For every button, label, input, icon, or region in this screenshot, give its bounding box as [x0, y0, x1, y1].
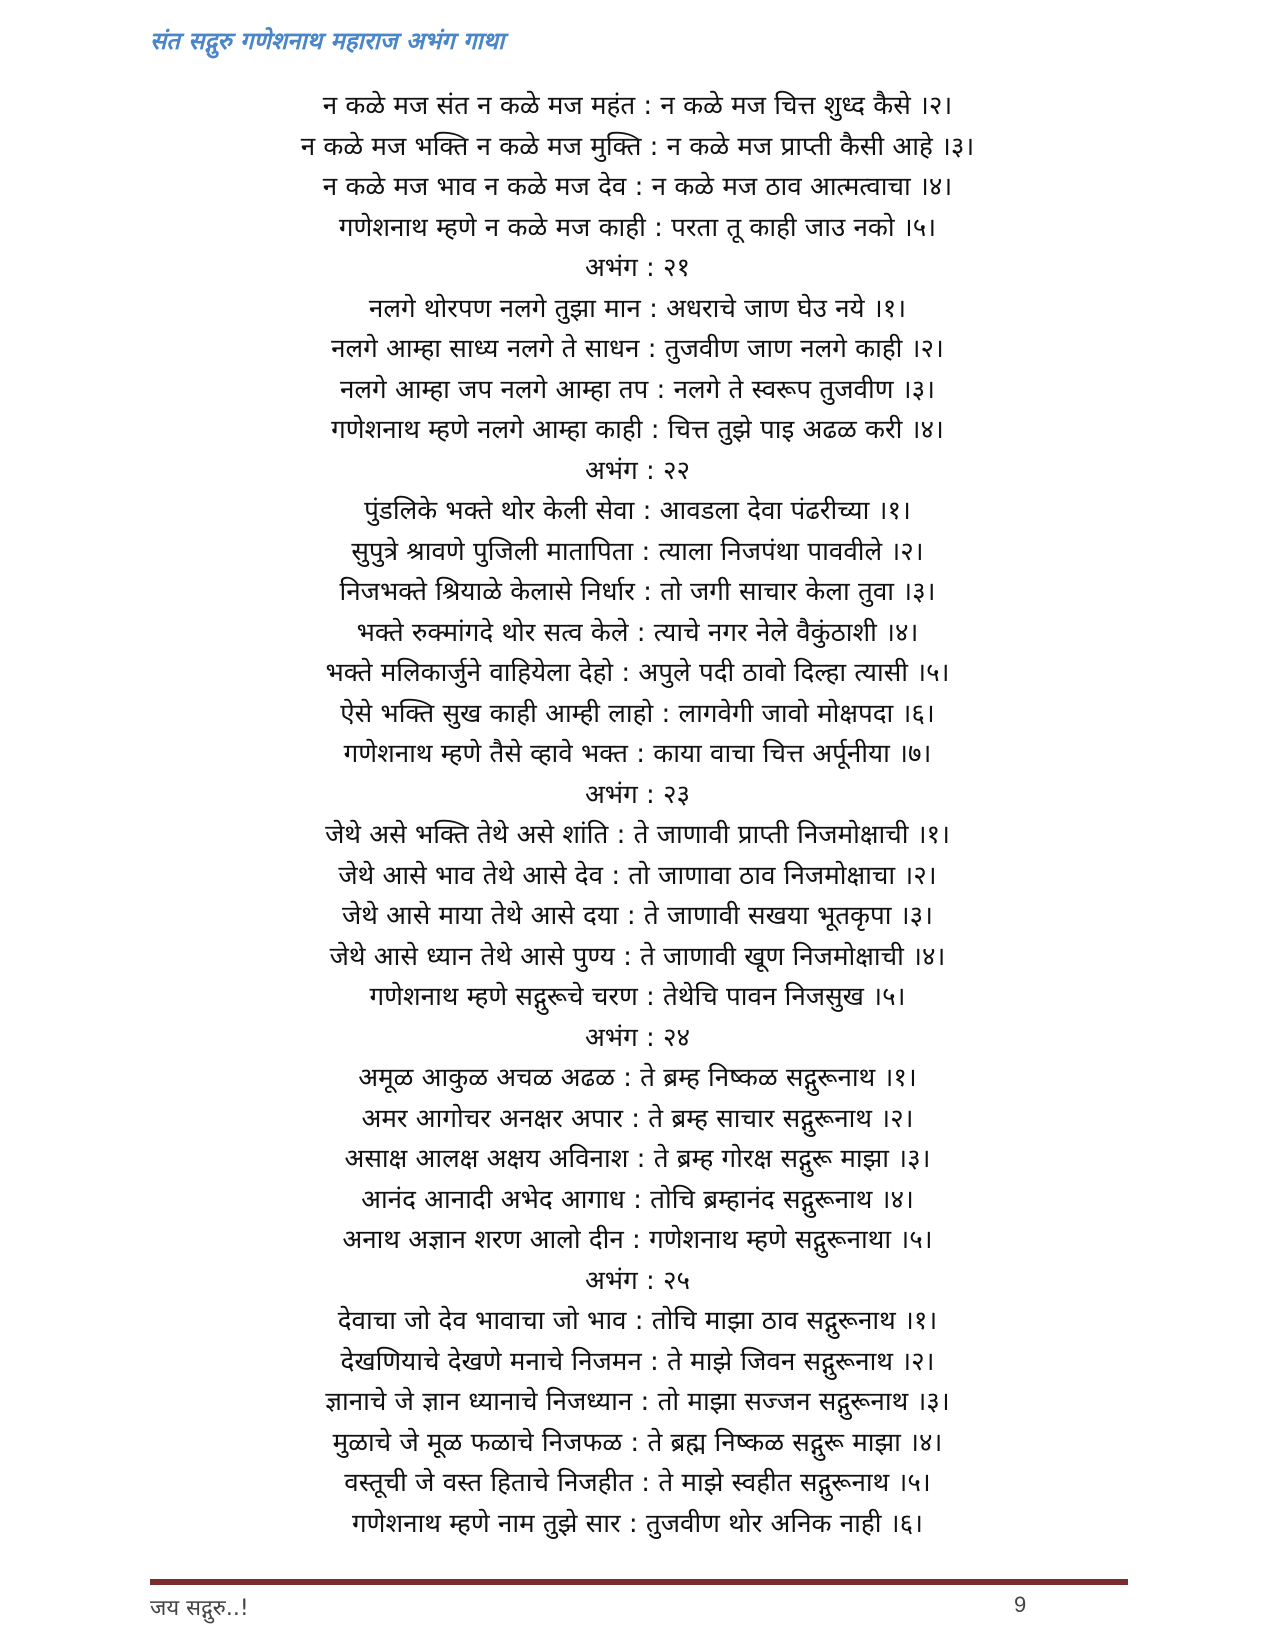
page-number: 9: [1014, 1592, 1027, 1617]
running-header: संत सद्गुरु गणेशनाथ महाराज अभंग गाथा: [150, 27, 505, 55]
verse-line: गणेशनाथ म्हणे न कळे मज काही : परता तू काही जाउ नको ।५।: [338, 212, 937, 243]
verse-line: जेथे असे भक्ति तेथे असे शांति : ते जाणावी प्राप्ती निजमोक्षाची ।१।: [325, 820, 950, 850]
verse-line: देखणियाचे देखणे मनाचे निजमन : ते माझे जिवन सद्गुरूनाथ ।२।: [340, 1346, 935, 1377]
verse-line: नलगे आम्हा साध्य नलगे ते साधन : तुजवीण जाण नलगे काही ।२।: [331, 334, 944, 364]
verse-line: अनाथ अज्ञान शरण आलो दीन : गणेशनाथ म्हणे सद्गुरूनाथा ।५।: [342, 1225, 933, 1255]
verse-line: ज्ञानाचे जे ज्ञान ध्यानाचे निजध्यान : तो माझा सज्जन सद्गुरूनाथ ।३।: [325, 1387, 950, 1417]
abhang-heading: अभंग : २३: [584, 779, 691, 810]
verse-line: जेथे आसे भाव तेथे आसे देव : तो जाणावा ठाव निजमोक्षाचा ।२।: [338, 860, 937, 891]
abhang-heading: अभंग : २२: [584, 455, 691, 486]
verse-line: पुंडलिके भक्ते थोर केली सेवा : आवडला देवा पंढरीच्या ।१।: [364, 496, 911, 526]
footer-divider: [150, 1579, 1128, 1585]
abhang-heading: अभंग : २१: [584, 253, 691, 283]
verse-line: सुपुत्रे श्रावणे पुजिली मातापिता : त्याला निजपंथा पाववीले ।२।: [351, 536, 924, 567]
verse-line: नलगे थोरपण नलगे तुझा मान : अधराचे जाण घेउ नये ।१।: [368, 293, 907, 324]
verse-line: भक्ते रुक्मांगदे थोर सत्व केले : त्याचे नगर नेले वैकुंठाशी ।४।: [356, 617, 919, 648]
verse-line: गणेशनाथ म्हणे तैसे व्हावे भक्त : काया वाचा चित्त अर्पूनीया ।७।: [343, 739, 932, 769]
verse-line: गणेशनाथ म्हणे सद्गुरूचे चरण : तेथेचि पावन निजसुख ।५।: [369, 982, 906, 1012]
verse-body: [140, 86, 1135, 1544]
verse-line: गणेशनाथ म्हणे नलगे आम्हा काही : चित्त तुझे पाइ अढळ करी ।४।: [331, 415, 944, 445]
verse-line: आनंद आनादी अभेद आगाध : तोचि ब्रम्हानंद सद्गुरूनाथ ।४।: [361, 1184, 914, 1215]
verse-line: न कळे मज भक्ति न कळे मज मुक्ति : न कळे मज प्राप्ती कैसी आहे ।३।: [300, 131, 975, 162]
verse-line: भक्ते मलिकार्जुने वाहियेला देहो : अपुले पदी ठावो दिल्हा त्यासी ।५।: [325, 658, 950, 688]
verse-line: अमूळ आकुळ अचळ अढळ : ते ब्रम्ह निष्कळ सद्गुरूनाथ ।१।: [358, 1063, 917, 1093]
verse-line: नलगे आम्हा जप नलगे आम्हा तप : नलगे ते स्वरूप तुजवीण ।३।: [339, 374, 936, 405]
verse-line: न कळे मज संत न कळे मज महंत : न कळे मज चित्त शुध्द कैसे ।२।: [322, 91, 953, 121]
verse-line: मुळाचे जे मूळ फळाचे निजफळ : ते ब्रह्म निष्कळ सद्गुरू माझा ।४।: [332, 1427, 943, 1458]
verse-line: न कळे मज भाव न कळे मज देव : न कळे मज ठाव आत्मत्वाचा ।४।: [322, 172, 953, 202]
verse-line: ऐसे भक्ति सुख काही आम्ही लाहो : लागवेगी जावो मोक्षपदा ।६।: [340, 698, 935, 729]
verse-line: अमर आगोचर अनक्षर अपार : ते ब्रम्ह साचार सद्गुरूनाथ ।२।: [361, 1103, 914, 1134]
verse-line: देवाचा जो देव भावाचा जो भाव : तोचि माझा ठाव सद्गुरूनाथ ।१।: [337, 1306, 938, 1336]
verse-line: जेथे आसे ध्यान तेथे आसे पुण्य : ते जाणावी खूण निजमोक्षाची ।४।: [329, 941, 946, 972]
footer-text: जय सद्गुरु..!: [150, 1596, 249, 1621]
abhang-heading: अभंग : २४: [584, 1022, 691, 1053]
verse-line: वस्तूची जे वस्त हिताचे निजहीत : ते माझे स्वहीत सद्गुरूनाथ ।५।: [344, 1468, 931, 1498]
verse-line: निजभक्ते श्रियाळे केलासे निर्धार : तो जगी साचार केला तुवा ।३।: [339, 577, 936, 607]
verse-line: जेथे आसे माया तेथे आसे दया : ते जाणावी सखया भूतकृपा ।३।: [341, 901, 934, 931]
verse-line: असाक्ष आलक्ष अक्षय अविनाश : ते ब्रम्ह गोरक्ष सद्गुरू माझा ।३।: [344, 1144, 931, 1174]
verse-line: गणेशनाथ म्हणे नाम तुझे सार : तुजवीण थोर अनिक नाही ।६।: [352, 1508, 923, 1539]
abhang-heading: अभंग : २५: [584, 1265, 691, 1296]
